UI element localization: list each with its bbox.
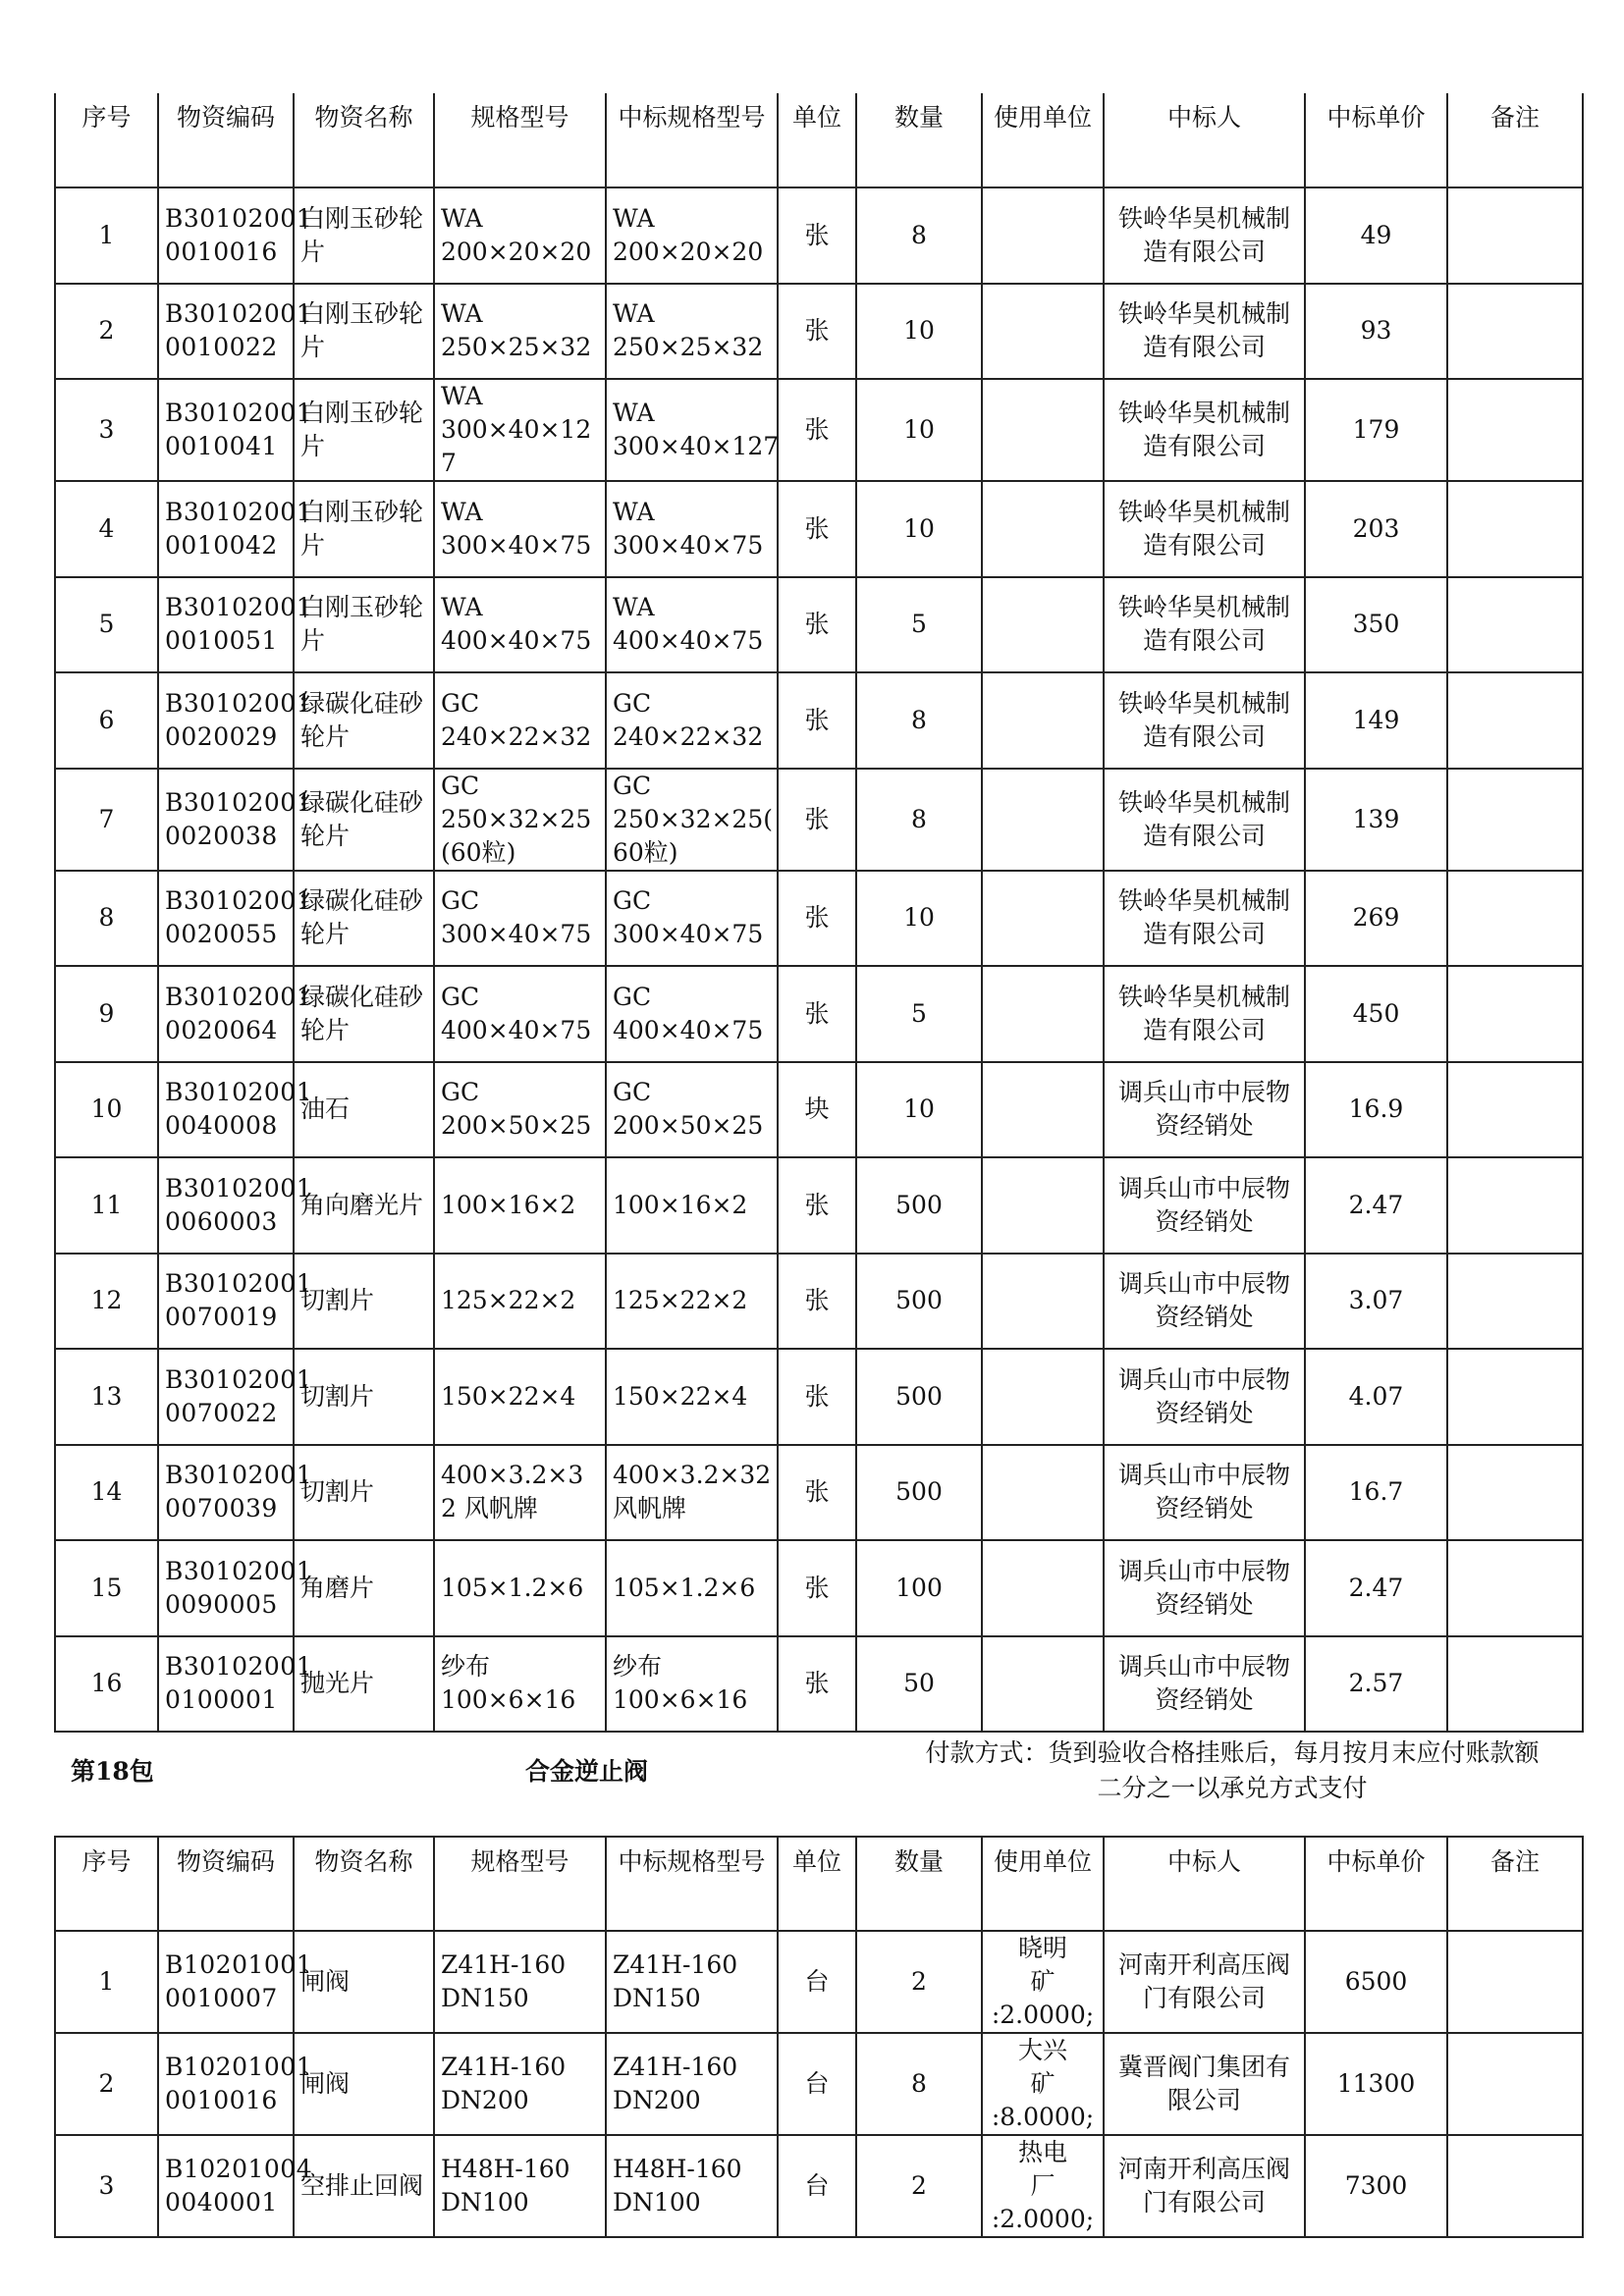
cell-price: 16.7 [1305, 1445, 1447, 1541]
cell-price: 2.47 [1305, 1540, 1447, 1636]
cell-no: 10 [55, 1062, 158, 1158]
cell-code: B30102001 0020064 [158, 966, 294, 1062]
cell-no: 6 [55, 672, 158, 769]
col-header-note: 备注 [1447, 1837, 1583, 1931]
table-row [55, 2033, 1583, 2135]
cell-name: 油石 [294, 1062, 434, 1158]
cell-no: 2 [55, 2033, 158, 2135]
cell-winner: 铁岭华昊机械制造有限公司 [1104, 187, 1305, 284]
cell-price: 16.9 [1305, 1062, 1447, 1158]
cell-bid-spec: GC 300×40×75 [606, 871, 778, 967]
cell-code: B30102001 0060003 [158, 1157, 294, 1254]
cell-name: 白刚玉砂轮片 [294, 187, 434, 284]
cell-note [1447, 871, 1583, 967]
cell-spec: GC 300×40×75 [434, 871, 606, 967]
cell-bid-spec: Z41H-160 DN200 [606, 2033, 778, 2135]
cell-price: 149 [1305, 672, 1447, 769]
cell-spec: 150×22×4 [434, 1349, 606, 1445]
cell-user [982, 1062, 1104, 1158]
cell-note [1447, 577, 1583, 673]
cell-qty: 5 [856, 577, 982, 673]
cell-qty: 8 [856, 769, 982, 871]
cell-qty: 2 [856, 1931, 982, 2033]
cell-name: 切割片 [294, 1254, 434, 1350]
table-row [55, 2135, 1583, 2237]
cell-bid-spec: GC 250×32×25( 60粒) [606, 769, 778, 871]
col-header-qty: 数量 [856, 93, 982, 187]
col-header-price: 中标单价 [1305, 1837, 1447, 1931]
table-header-row [55, 93, 1583, 187]
cell-spec: GC 400×40×75 [434, 966, 606, 1062]
cell-name: 白刚玉砂轮片 [294, 379, 434, 481]
cell-bid-spec: WA 400×40×75 [606, 577, 778, 673]
cell-code: B10201001 0010007 [158, 1931, 294, 2033]
cell-winner: 铁岭华昊机械制造有限公司 [1104, 672, 1305, 769]
table-header-row [55, 1837, 1583, 1931]
col-header-bid-spec: 中标规格型号 [606, 93, 778, 187]
cell-user [982, 187, 1104, 284]
cell-user [982, 871, 1104, 967]
payment-terms: 付款方式：货到验收合格挂账后，每月按月末应付账款额 二分之一以承兑方式支付 [925, 1738, 1540, 1802]
col-header-bid-spec: 中标规格型号 [606, 1837, 778, 1931]
cell-price: 49 [1305, 187, 1447, 284]
cell-code: B30102001 0020038 [158, 769, 294, 871]
cell-bid-spec: H48H-160 DN100 [606, 2135, 778, 2237]
cell-winner: 调兵山市中辰物资经销处 [1104, 1157, 1305, 1254]
cell-note [1447, 769, 1583, 871]
cell-winner: 河南开利高压阀门有限公司 [1104, 2135, 1305, 2237]
cell-winner: 铁岭华昊机械制造有限公司 [1104, 769, 1305, 871]
cell-bid-spec: GC 400×40×75 [606, 966, 778, 1062]
table-row [55, 966, 1583, 1062]
cell-user [982, 1157, 1104, 1254]
cell-price: 4.07 [1305, 1349, 1447, 1445]
cell-winner: 铁岭华昊机械制造有限公司 [1104, 577, 1305, 673]
cell-bid-spec: WA 250×25×32 [606, 284, 778, 380]
cell-unit: 张 [778, 481, 856, 577]
cell-user [982, 966, 1104, 1062]
cell-price: 269 [1305, 871, 1447, 967]
table-row [55, 1157, 1583, 1254]
cell-spec: Z41H-160 DN200 [434, 2033, 606, 2135]
cell-user: 热电 厂 :2.0000; [982, 2135, 1104, 2237]
cell-no: 13 [55, 1349, 158, 1445]
cell-winner: 铁岭华昊机械制造有限公司 [1104, 379, 1305, 481]
cell-qty: 500 [856, 1349, 982, 1445]
cell-note [1447, 1931, 1583, 2033]
cell-spec: 125×22×2 [434, 1254, 606, 1350]
cell-no: 9 [55, 966, 158, 1062]
cell-no: 1 [55, 1931, 158, 2033]
cell-price: 450 [1305, 966, 1447, 1062]
col-header-spec: 规格型号 [434, 93, 606, 187]
col-header-note: 备注 [1447, 93, 1583, 187]
cell-bid-spec: 105×1.2×6 [606, 1540, 778, 1636]
cell-unit: 张 [778, 871, 856, 967]
cell-note [1447, 187, 1583, 284]
cell-qty: 500 [856, 1445, 982, 1541]
cell-name: 白刚玉砂轮片 [294, 284, 434, 380]
cell-code: B30102001 0020029 [158, 672, 294, 769]
cell-name: 绿碳化硅砂轮片 [294, 871, 434, 967]
cell-note [1447, 379, 1583, 481]
cell-qty: 10 [856, 1062, 982, 1158]
cell-price: 350 [1305, 577, 1447, 673]
material-table-1 [54, 93, 1584, 1733]
cell-qty: 10 [856, 481, 982, 577]
cell-bid-spec: WA 300×40×75 [606, 481, 778, 577]
cell-name: 绿碳化硅砂轮片 [294, 966, 434, 1062]
cell-qty: 5 [856, 966, 982, 1062]
cell-spec: 100×16×2 [434, 1157, 606, 1254]
cell-no: 4 [55, 481, 158, 577]
cell-code: B30102001 0070022 [158, 1349, 294, 1445]
cell-winner: 铁岭华昊机械制造有限公司 [1104, 481, 1305, 577]
table-row [55, 769, 1583, 871]
cell-bid-spec: GC 240×22×32 [606, 672, 778, 769]
cell-qty: 8 [856, 672, 982, 769]
table-row [55, 1254, 1583, 1350]
cell-note [1447, 2135, 1583, 2237]
cell-user [982, 1254, 1104, 1350]
cell-name: 闸阀 [294, 2033, 434, 2135]
cell-price: 179 [1305, 379, 1447, 481]
col-header-no: 序号 [55, 1837, 158, 1931]
cell-unit: 张 [778, 966, 856, 1062]
cell-code: B30102001 0070019 [158, 1254, 294, 1350]
cell-code: B30102001 0010041 [158, 379, 294, 481]
table-row [55, 577, 1583, 673]
cell-unit: 台 [778, 2135, 856, 2237]
col-header-unit: 单位 [778, 1837, 856, 1931]
cell-spec: H48H-160 DN100 [434, 2135, 606, 2237]
cell-winner: 调兵山市中辰物资经销处 [1104, 1349, 1305, 1445]
col-header-name: 物资名称 [294, 1837, 434, 1931]
cell-code: B30102001 0100001 [158, 1636, 294, 1733]
cell-bid-spec: 纱布 100×6×16 [606, 1636, 778, 1733]
cell-winner: 调兵山市中辰物资经销处 [1104, 1636, 1305, 1733]
cell-user [982, 672, 1104, 769]
cell-user [982, 577, 1104, 673]
cell-winner: 调兵山市中辰物资经销处 [1104, 1540, 1305, 1636]
package-title: 合金逆止阀 [525, 1757, 649, 1786]
table-row [55, 871, 1583, 967]
cell-qty: 8 [856, 187, 982, 284]
cell-spec: WA 250×25×32 [434, 284, 606, 380]
cell-spec: WA 200×20×20 [434, 187, 606, 284]
cell-winner: 河南开利高压阀门有限公司 [1104, 1931, 1305, 2033]
col-header-code: 物资编码 [158, 93, 294, 187]
cell-unit: 台 [778, 1931, 856, 2033]
cell-code: B30102001 0010042 [158, 481, 294, 577]
cell-note [1447, 1062, 1583, 1158]
cell-winner: 调兵山市中辰物资经销处 [1104, 1254, 1305, 1350]
cell-winner: 冀晋阀门集团有限公司 [1104, 2033, 1305, 2135]
table-row [55, 187, 1583, 284]
cell-price: 139 [1305, 769, 1447, 871]
package-label: 第18包 [71, 1757, 154, 1786]
table-row [55, 1062, 1583, 1158]
cell-spec: Z41H-160 DN150 [434, 1931, 606, 2033]
cell-qty: 500 [856, 1254, 982, 1350]
cell-winner: 调兵山市中辰物资经销处 [1104, 1062, 1305, 1158]
cell-spec: GC 250×32×25 (60粒) [434, 769, 606, 871]
cell-name: 绿碳化硅砂轮片 [294, 672, 434, 769]
table-row [55, 284, 1583, 380]
cell-bid-spec: WA 300×40×127 [606, 379, 778, 481]
cell-name: 闸阀 [294, 1931, 434, 2033]
cell-no: 2 [55, 284, 158, 380]
cell-unit: 张 [778, 379, 856, 481]
table-row [55, 1931, 1583, 2033]
cell-user [982, 1445, 1104, 1541]
cell-qty: 8 [856, 2033, 982, 2135]
cell-unit: 张 [778, 577, 856, 673]
cell-name: 角磨片 [294, 1540, 434, 1636]
cell-no: 16 [55, 1636, 158, 1733]
cell-note [1447, 284, 1583, 380]
cell-unit: 张 [778, 769, 856, 871]
cell-user [982, 379, 1104, 481]
cell-no: 3 [55, 2135, 158, 2237]
cell-no: 7 [55, 769, 158, 871]
cell-unit: 张 [778, 284, 856, 380]
cell-qty: 100 [856, 1540, 982, 1636]
col-header-qty: 数量 [856, 1837, 982, 1931]
cell-no: 5 [55, 577, 158, 673]
cell-note [1447, 672, 1583, 769]
cell-note [1447, 1157, 1583, 1254]
cell-winner: 铁岭华昊机械制造有限公司 [1104, 966, 1305, 1062]
cell-bid-spec: 150×22×4 [606, 1349, 778, 1445]
cell-price: 93 [1305, 284, 1447, 380]
cell-code: B30102001 0020055 [158, 871, 294, 967]
cell-unit: 张 [778, 1636, 856, 1733]
cell-no: 8 [55, 871, 158, 967]
col-header-user: 使用单位 [982, 93, 1104, 187]
cell-code: B30102001 0010051 [158, 577, 294, 673]
cell-user: 大兴 矿 :8.0000; [982, 2033, 1104, 2135]
cell-note [1447, 2033, 1583, 2135]
cell-name: 抛光片 [294, 1636, 434, 1733]
cell-user [982, 1540, 1104, 1636]
cell-price: 3.07 [1305, 1254, 1447, 1350]
cell-bid-spec: 125×22×2 [606, 1254, 778, 1350]
cell-unit: 张 [778, 1445, 856, 1541]
col-header-name: 物资名称 [294, 93, 434, 187]
col-header-winner: 中标人 [1104, 1837, 1305, 1931]
cell-spec: WA 300×40×12 7 [434, 379, 606, 481]
cell-note [1447, 481, 1583, 577]
cell-spec: 105×1.2×6 [434, 1540, 606, 1636]
cell-note [1447, 966, 1583, 1062]
cell-spec: WA 300×40×75 [434, 481, 606, 577]
cell-unit: 张 [778, 672, 856, 769]
material-table-2 [54, 1836, 1584, 2238]
cell-no: 1 [55, 187, 158, 284]
cell-unit: 张 [778, 1349, 856, 1445]
cell-code: B10201001 0010016 [158, 2033, 294, 2135]
table-row [55, 379, 1583, 481]
cell-bid-spec: Z41H-160 DN150 [606, 1931, 778, 2033]
cell-no: 11 [55, 1157, 158, 1254]
cell-bid-spec: GC 200×50×25 [606, 1062, 778, 1158]
cell-winner: 铁岭华昊机械制造有限公司 [1104, 871, 1305, 967]
cell-code: B30102001 0010022 [158, 284, 294, 380]
table-row [55, 1540, 1583, 1636]
cell-price: 2.47 [1305, 1157, 1447, 1254]
cell-spec: 纱布 100×6×16 [434, 1636, 606, 1733]
col-header-winner: 中标人 [1104, 93, 1305, 187]
col-header-unit: 单位 [778, 93, 856, 187]
cell-winner: 调兵山市中辰物资经销处 [1104, 1445, 1305, 1541]
cell-price: 6500 [1305, 1931, 1447, 2033]
cell-user [982, 769, 1104, 871]
cell-price: 7300 [1305, 2135, 1447, 2237]
cell-unit: 块 [778, 1062, 856, 1158]
cell-user [982, 284, 1104, 380]
cell-user: 晓明 矿 :2.0000; [982, 1931, 1104, 2033]
table-row [55, 672, 1583, 769]
cell-user [982, 1349, 1104, 1445]
cell-spec: WA 400×40×75 [434, 577, 606, 673]
table-row [55, 1636, 1583, 1733]
cell-unit: 张 [778, 1540, 856, 1636]
cell-bid-spec: 100×16×2 [606, 1157, 778, 1254]
cell-name: 切割片 [294, 1349, 434, 1445]
cell-spec: GC 240×22×32 [434, 672, 606, 769]
cell-code: B30102001 0090005 [158, 1540, 294, 1636]
cell-name: 切割片 [294, 1445, 434, 1541]
cell-name: 白刚玉砂轮片 [294, 481, 434, 577]
cell-unit: 台 [778, 2033, 856, 2135]
cell-note [1447, 1636, 1583, 1733]
col-header-no: 序号 [55, 93, 158, 187]
cell-user [982, 481, 1104, 577]
cell-name: 空排止回阀 [294, 2135, 434, 2237]
cell-name: 绿碳化硅砂轮片 [294, 769, 434, 871]
cell-unit: 张 [778, 187, 856, 284]
cell-price: 2.57 [1305, 1636, 1447, 1733]
cell-spec: GC 200×50×25 [434, 1062, 606, 1158]
cell-spec: 400×3.2×3 2 风帆牌 [434, 1445, 606, 1541]
cell-no: 15 [55, 1540, 158, 1636]
cell-no: 3 [55, 379, 158, 481]
cell-code: B30102001 0040008 [158, 1062, 294, 1158]
cell-no: 14 [55, 1445, 158, 1541]
table-row [55, 481, 1583, 577]
cell-name: 角向磨光片 [294, 1157, 434, 1254]
cell-user [982, 1636, 1104, 1733]
col-header-code: 物资编码 [158, 1837, 294, 1931]
cell-bid-spec: 400×3.2×32 风帆牌 [606, 1445, 778, 1541]
cell-qty: 10 [856, 379, 982, 481]
table-row [55, 1445, 1583, 1541]
cell-no: 12 [55, 1254, 158, 1350]
cell-qty: 2 [856, 2135, 982, 2237]
cell-qty: 10 [856, 871, 982, 967]
cell-winner: 铁岭华昊机械制造有限公司 [1104, 284, 1305, 380]
cell-price: 203 [1305, 481, 1447, 577]
cell-unit: 张 [778, 1157, 856, 1254]
cell-qty: 10 [856, 284, 982, 380]
cell-code: B30102001 0010016 [158, 187, 294, 284]
cell-note [1447, 1540, 1583, 1636]
cell-name: 白刚玉砂轮片 [294, 577, 434, 673]
cell-qty: 50 [856, 1636, 982, 1733]
cell-unit: 张 [778, 1254, 856, 1350]
cell-note [1447, 1254, 1583, 1350]
cell-code: B30102001 0070039 [158, 1445, 294, 1541]
cell-note [1447, 1349, 1583, 1445]
col-header-price: 中标单价 [1305, 93, 1447, 187]
col-header-spec: 规格型号 [434, 1837, 606, 1931]
cell-note [1447, 1445, 1583, 1541]
cell-qty: 500 [856, 1157, 982, 1254]
col-header-user: 使用单位 [982, 1837, 1104, 1931]
cell-code: B10201004 0040001 [158, 2135, 294, 2237]
cell-bid-spec: WA 200×20×20 [606, 187, 778, 284]
cell-price: 11300 [1305, 2033, 1447, 2135]
table-row [55, 1349, 1583, 1445]
